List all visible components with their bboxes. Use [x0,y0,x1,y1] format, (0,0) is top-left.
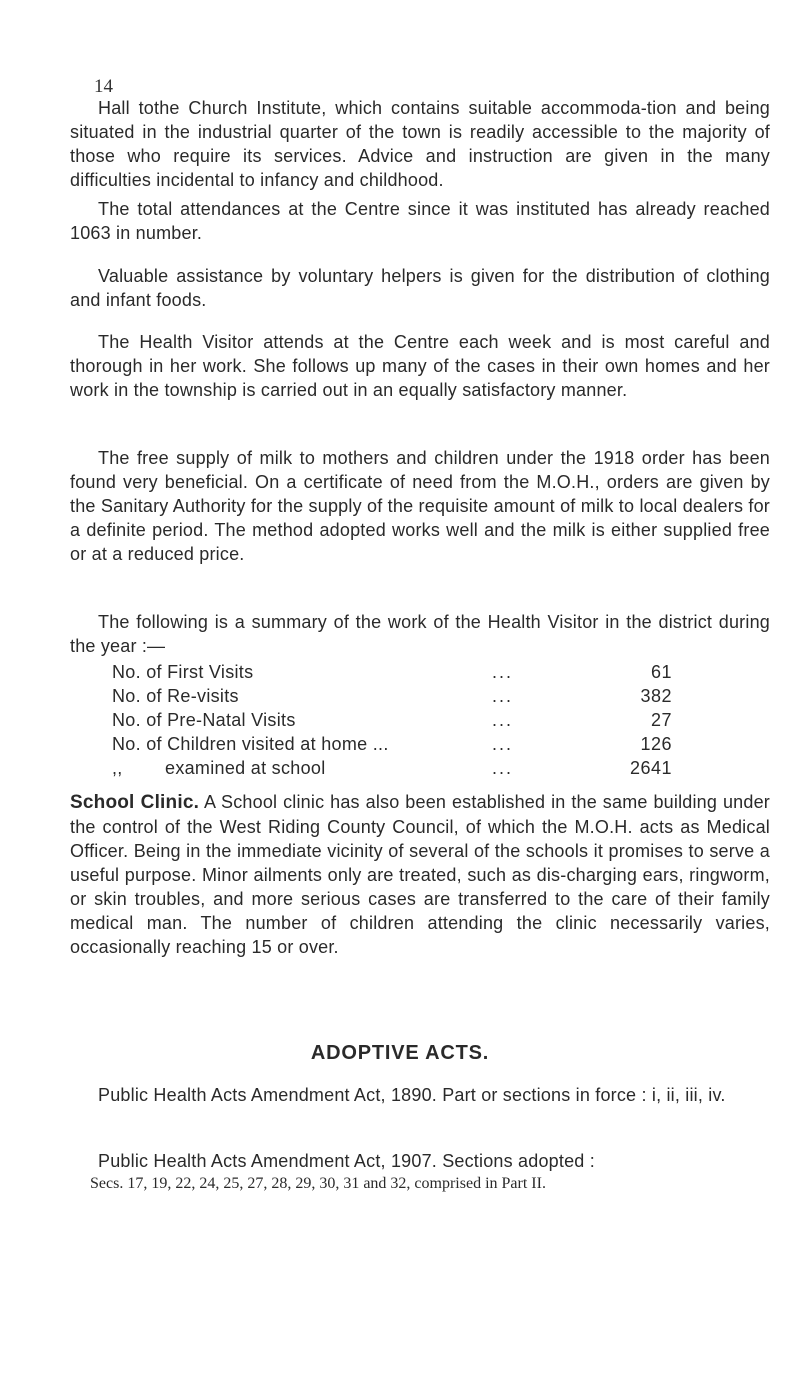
summary-value: 27 [650,710,672,730]
summary-row-children-visited [112,732,672,756]
paragraph-summary-intro [70,610,770,658]
summary-label: No. of Re-visits [112,686,239,706]
paragraph-hall [70,96,770,192]
summary-label: ,, examined at school [112,758,326,778]
school-clinic-section [70,790,770,959]
act-1907 [70,1149,770,1195]
summary-leader: ... [492,710,514,730]
summary-label: No. of Children visited at home ... [112,734,389,754]
school-clinic-text: A School clinic has also been established in the same building under the control of the West Riding County Council, of which the M.O.H. acts as Medical Officer. Being in the immediate vicinity of several of the schools it promises to serve a useful purpose. Minor ailments only are treated, such as dis-charging ears, ringworm, or skin troubles, and more serious cases are transferred to the care of their family medical man. The number of children attending the clinic necessarily varies, occasionally reaching 15 or over. [70,792,770,957]
act-1907-sections: Secs. 17, 19, 22, 24, 25, 27, 28, 29, 30, 31 and 32, comprised in Part II. [90,1175,546,1192]
paragraph-text: The free supply of milk to mothers and children under the 1918 order has been found very beneficial. On a certificate of need from the M.O.H., orders are given by the Sanitary Authority for the supply of the requisite amount of milk to local dealers for a definite period. The method adopted works well and the milk is either supplied free or at a reduced price. [70,448,770,564]
paragraph-health-visitor [70,330,770,402]
summary-label: No. of First Visits [112,662,254,682]
adoptive-acts-heading: ADOPTIVE ACTS. [310,1042,490,1064]
act-1890 [70,1083,770,1107]
act-1890-text: Public Health Acts Amendment Act, 1890. Part or sections in force : i, ii, iii, iv. [98,1085,726,1105]
paragraph-milk-supply [70,446,770,566]
summary-leader: ... [492,734,514,754]
paragraph-text: The total attendances at the Centre since it was instituted has already reached 1063 in number. [70,199,770,243]
school-clinic-paragraph [70,790,770,959]
summary-value: 2641 [629,758,672,778]
page-number: 14 [94,76,113,97]
summary-row-re-visits [112,684,672,708]
summary-leader: ... [492,758,514,778]
summary-leader: ... [492,662,514,682]
paragraph-text: The Health Visitor attends at the Centre each week and is most careful and thorough in her work. She follows up many of the cases in their own homes and her work in the township is carried out in an equally satisfactory manner. [70,332,770,400]
summary-value: 61 [650,662,672,682]
summary-value: 126 [640,734,672,754]
summary-value: 382 [640,686,672,706]
summary-row-examined-at-school [112,756,672,780]
act-1907-text: Public Health Acts Amendment Act, 1907. Sections adopted : [98,1151,595,1171]
summary-label: No. of Pre-Natal Visits [112,710,296,730]
paragraph-attendances [70,197,770,245]
paragraph-text: The following is a summary of the work of the Health Visitor in the district during the year :— [70,612,770,656]
paragraph-text: Hall tothe Church Institute, which contains suitable accommoda-tion and being situated in the industrial quarter of the town is readily accessible to the majority of those who require its services. Advice and instruction are given in the many difficulties incidental to infancy and childhood. [70,98,770,190]
summary-row-first-visits [112,660,672,684]
paragraph-voluntary-helpers [70,264,770,312]
school-clinic-heading: School Clinic. [70,792,200,813]
health-visitor-summary [112,660,672,780]
summary-row-pre-natal-visits [112,708,672,732]
paragraph-text: Valuable assistance by voluntary helpers is given for the distribution of clothing and infant foods. [70,266,770,310]
summary-leader: ... [492,686,514,706]
